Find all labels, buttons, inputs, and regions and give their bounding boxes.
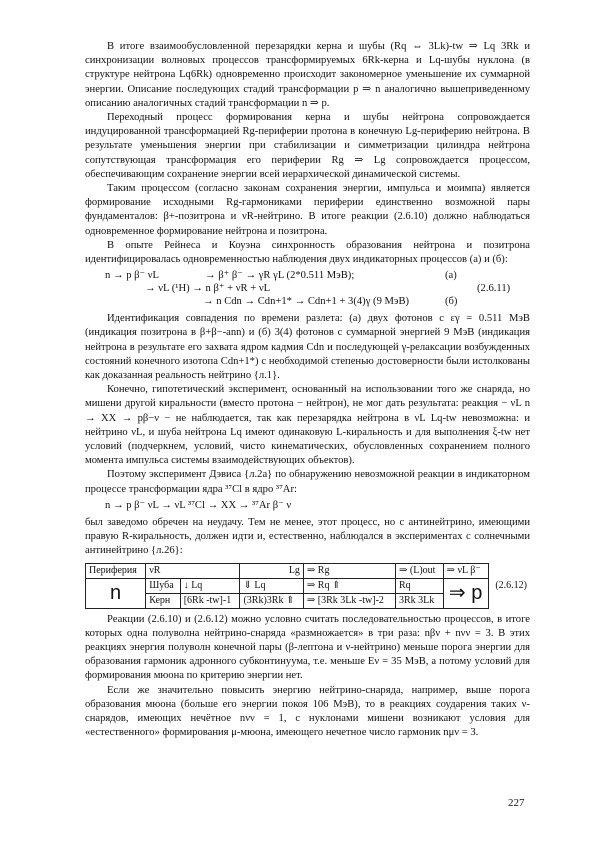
formula-line: → n Cdn → Cdn+1* → Cdn+1 + 3(4)γ (9 МэВ) [203, 296, 410, 308]
table-cell: Lg [240, 563, 303, 578]
table-cell: ⇒ νL β⁻ [443, 563, 488, 578]
paragraph: Переходный процесс формирования керна и шубы нейтрона сопровождается индуцированной трансформацией Rg-периферии протона в конечную Lg-периферию нейтрона. В результате уменьшения энергии при стабилизации и симметризации цилиндра нейтрона сопутствующая трансформация его периферии Rg ⇒ Lg сопровождается процессом, обеспечивающим сохранение энергии всей иерархической динамической системы. [85, 112, 530, 180]
table-cell: n [86, 578, 146, 608]
table-cell: [6Rk -tw]-1 [180, 593, 240, 608]
table-cell: Керн [146, 593, 181, 608]
page-body [85, 40, 530, 740]
table-cell: 3Rk 3Lk [396, 593, 444, 608]
paragraph: Поэтому эксперимент Дэвиса {л.2а} по обнаружению невозможной реакции в индикаторном процессе трансформации ядра ³⁷Cl в ядро ³⁷Ar: [85, 469, 530, 495]
table-cell: ⇒ p [443, 578, 488, 608]
table-cell: Периферия [86, 563, 146, 578]
formula-davis [85, 499, 530, 512]
paragraph: был заведомо обречен на неудачу. Тем не менее, этот процесс, но с антинейтрино, имеющими правую R-киральность, должен идти и, естественно, наблюдался в экспериментах с солнечными антинейтрино {л.26}: [85, 516, 530, 557]
table-cell: (3Rk)3Rk ⇑ [240, 593, 303, 608]
paragraph: Конечно, гипотетический эксперимент, основанный на использовании того же снаряда, но мишени другой киральности (вместо протона − нейтрон), не мог дать результата: реакция − νL n → XX → pβ−ν − не наблюдается, так как перезарядка нейтрона в νL Lq-tw невозможна: и нейтрино νL, и шуба нейтрона Lq имеют одинаковую L-киральность и для выполнения ξ-tw нет условий (подчеркнем, условий, чисто кинематических, обусловленных сохранением полного момента импульса системы взаимодействующих объектов). [85, 384, 530, 467]
formula-line: → νL (¹H) → n β⁺ + νR + νL [145, 283, 271, 295]
table-cell: νR [146, 563, 240, 578]
equation-number: (2.6.11) [477, 283, 511, 295]
formula-line: → β⁺ β⁻ → γR γL (2*0.511 МэВ); [205, 270, 355, 282]
table-cell: ⇓ Lq [240, 578, 303, 593]
formula-2-6-11 [85, 269, 530, 308]
formula-label: (а) [445, 270, 457, 282]
paragraph: Таким процессом (согласно законам сохранения энергии, импульса и моимпа) является формирование исходными Rg-гармониками периферии единственно возможной пары фундаменталов: β+-позитрона и νR-нейтрино. В итоге реакции (2.6.10) должно наблюдаться одновременное формирование нейтрона и позитрона. [85, 183, 530, 237]
table-2-6-12 [85, 563, 530, 609]
paragraph: В итоге взаимообусловленной перезарядки керна и шубы (Rq ⇔ 3Lk)-tw ⇒ Lq 3Rk и синхронизации волновых процессов трансформируемых 6Rk-керна и Lq-шубы нуклона (в структуре нейтрона Lq6Rk) одновременно происходит закономерное уменьшение их суммарной энергии. Описание последующих стадий трансформации p ⇒ n аналогично вышеприведенному описанию аналогичных стадий трансформации n ⇒ p. [85, 41, 530, 109]
formula-line: n → p β⁻ νL → νL ³⁷Cl → XX → ³⁷Ar β⁻ ν [105, 499, 292, 511]
table-cell: ↓ Lq [180, 578, 240, 593]
table-cell: Шуба [146, 578, 181, 593]
paragraph: Реакции (2.6.10) и (2.6.12) можно условно считать последовательностью процессов, в итоге которых одна полуволна нейтрино-снаряда «размножается» в три раза: nβν + nνν = 3. В этих реакциях энергия полуволн конечной пары (β-лептона и ν-нейтрино) меньше порога энергии для образования гармоник адронного субконтинуума, т.е. меньше Eν = 35 МэВ, а потому условий для формирования мюона по критерию энергии нет. [85, 613, 530, 682]
paragraph: Идентификация совпадения по времени разлета: (а) двух фотонов с εγ = 0.511 МэВ (индикация позитрона в β+β−-ann) и (б) 3(4) фотонов с суммарной энергией 9 МэВ (индикация нейтрона в результате его захвата ядром кадмия Cdn и последующей γ-релаксации возбужденных состояний конечного изотопа Cdn+1*) с необходимой степенью достоверности были истолкованы как доказанная реальность нейтрино {л.1}. [85, 313, 530, 382]
formula-line: n → p β⁻ νL [105, 270, 160, 282]
formula-label: (б) [445, 296, 458, 308]
table-cell: ⇒ (L)out [396, 563, 444, 578]
table-cell: Rq [396, 578, 444, 593]
table-cell: ⇒ [3Rk 3Lk -tw]-2 [303, 593, 395, 608]
equation-number: (2.6.12) [495, 579, 527, 591]
paragraph: В опыте Рейнеса и Коуэна синхронность образования нейтрона и позитрона идентифицировалась одновременностью наблюдения двух индикаторных процессов (а) и (б): [85, 239, 530, 266]
page-number: 227 [508, 797, 525, 809]
paragraph: Если же значительно повысить энергию нейтрино-снаряда, например, выше порога образования мюона (больше его энергии покоя 106 МэВ), то в реакциях соударения таких ν-снарядов, имеющих нечётное nνν = 1, с нуклонами мишени возникают условия для «естественного» формирования μ-мюона, имеющего нечетное число гармоник nμν = 3. [85, 684, 530, 739]
table-cell: ⇒ Rg [303, 563, 395, 578]
table-cell: ⇒ Rq ⇑ [303, 578, 395, 593]
